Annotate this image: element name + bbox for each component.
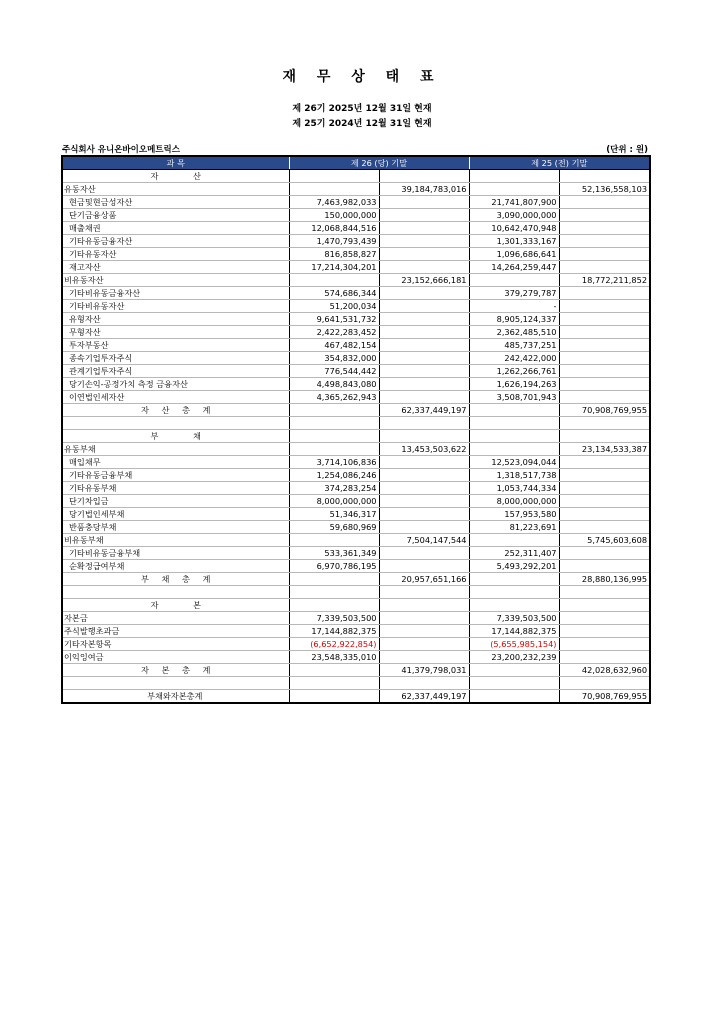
prior-total-amount <box>559 170 650 183</box>
prior-item-amount: 8,905,124,337 <box>469 313 559 326</box>
prior-total-amount: 70,908,769,955 <box>559 404 650 417</box>
current-item-amount: 4,365,262,943 <box>289 391 379 404</box>
current-total-amount <box>379 417 469 430</box>
account-label: 자 산 총 계 <box>62 404 289 417</box>
header-account: 과 목 <box>62 156 289 170</box>
current-item-amount <box>289 690 379 704</box>
current-total-amount <box>379 560 469 573</box>
header-prior: 제 25 (전) 기말 <box>469 156 650 170</box>
account-label: 기타유동금융부채 <box>62 469 289 482</box>
table-row <box>62 235 650 248</box>
table-row <box>62 534 650 547</box>
current-item-amount: 574,686,344 <box>289 287 379 300</box>
current-total-amount <box>379 170 469 183</box>
current-total-amount <box>379 235 469 248</box>
current-item-amount: 12,068,844,516 <box>289 222 379 235</box>
prior-total-amount <box>559 456 650 469</box>
account-label: 기타유동자산 <box>62 248 289 261</box>
prior-item-amount <box>469 664 559 677</box>
current-total-amount: 13,453,503,622 <box>379 443 469 456</box>
prior-item-amount <box>469 443 559 456</box>
current-item-amount: 59,680,969 <box>289 521 379 534</box>
current-item-amount: 816,858,827 <box>289 248 379 261</box>
account-label: 재고자산 <box>62 261 289 274</box>
current-item-amount: 1,254,086,246 <box>289 469 379 482</box>
table-row <box>62 183 650 196</box>
account-label: 부채와자본총계 <box>62 690 289 704</box>
current-total-amount <box>379 547 469 560</box>
prior-total-amount <box>559 378 650 391</box>
current-total-amount <box>379 638 469 651</box>
table-row <box>62 521 650 534</box>
current-item-amount: 9,641,531,732 <box>289 313 379 326</box>
prior-item-amount: 252,311,407 <box>469 547 559 560</box>
prior-total-amount <box>559 261 650 274</box>
table-row <box>62 573 650 586</box>
table-row <box>62 469 650 482</box>
current-item-amount: 4,498,843,080 <box>289 378 379 391</box>
prior-item-amount <box>469 404 559 417</box>
account-label: 이연법인세자산 <box>62 391 289 404</box>
current-item-amount: 7,339,503,500 <box>289 612 379 625</box>
prior-total-amount <box>559 417 650 430</box>
account-label: 유형자산 <box>62 313 289 326</box>
table-row <box>62 495 650 508</box>
current-total-amount: 7,504,147,544 <box>379 534 469 547</box>
current-total-amount <box>379 469 469 482</box>
current-total-amount <box>379 495 469 508</box>
current-total-amount <box>379 586 469 599</box>
prior-item-amount <box>469 677 559 690</box>
account-label: 기타자본항목 <box>62 638 289 651</box>
current-item-amount: 2,422,283,452 <box>289 326 379 339</box>
current-item-amount: 17,214,304,201 <box>289 261 379 274</box>
header-current: 제 26 (당) 기말 <box>289 156 469 170</box>
unit-label: (단위 : 원) <box>606 145 648 155</box>
current-item-amount <box>289 573 379 586</box>
prior-total-amount <box>559 313 650 326</box>
table-row <box>62 664 650 677</box>
account-label <box>62 586 289 599</box>
prior-item-amount <box>469 690 559 704</box>
current-total-amount <box>379 391 469 404</box>
table-row <box>62 287 650 300</box>
current-total-amount <box>379 612 469 625</box>
current-item-amount: (6,652,922,854) <box>289 638 379 651</box>
prior-item-amount: 17,144,882,375 <box>469 625 559 638</box>
table-row <box>62 586 650 599</box>
current-total-amount <box>379 508 469 521</box>
table-row <box>62 378 650 391</box>
account-label: 유동부채 <box>62 443 289 456</box>
current-total-amount: 20,957,651,166 <box>379 573 469 586</box>
current-total-amount <box>379 287 469 300</box>
table-row <box>62 222 650 235</box>
prior-item-amount: (5,655,985,154) <box>469 638 559 651</box>
account-label: 단기차입금 <box>62 495 289 508</box>
current-item-amount <box>289 586 379 599</box>
current-item-amount: 776,544,442 <box>289 365 379 378</box>
account-label: 주식발행초과금 <box>62 625 289 638</box>
prior-item-amount: 1,053,744,334 <box>469 482 559 495</box>
table-row <box>62 274 650 287</box>
table-row <box>62 560 650 573</box>
current-total-amount <box>379 352 469 365</box>
current-item-amount: 51,200,034 <box>289 300 379 313</box>
prior-item-amount: 12,523,094,044 <box>469 456 559 469</box>
table-row <box>62 430 650 443</box>
current-item-amount: 17,144,882,375 <box>289 625 379 638</box>
current-total-amount <box>379 456 469 469</box>
current-item-amount: 1,470,793,439 <box>289 235 379 248</box>
prior-item-amount: 242,422,000 <box>469 352 559 365</box>
current-item-amount <box>289 274 379 287</box>
account-label: 부 채 <box>62 430 289 443</box>
account-label: 매출채권 <box>62 222 289 235</box>
prior-total-amount <box>559 248 650 261</box>
table-row <box>62 300 650 313</box>
current-item-amount <box>289 534 379 547</box>
prior-item-amount: 3,508,701,943 <box>469 391 559 404</box>
account-label <box>62 417 289 430</box>
table-row <box>62 612 650 625</box>
prior-item-amount: 8,000,000,000 <box>469 495 559 508</box>
prior-item-amount: 1,626,194,263 <box>469 378 559 391</box>
current-item-amount: 354,832,000 <box>289 352 379 365</box>
account-label: 자 본 <box>62 599 289 612</box>
current-item-amount: 3,714,106,836 <box>289 456 379 469</box>
period-prior: 제 25기 2024년 12월 31일 현재 <box>292 119 432 129</box>
current-total-amount: 39,184,783,016 <box>379 183 469 196</box>
prior-item-amount: 379,279,787 <box>469 287 559 300</box>
current-item-amount: 6,970,786,195 <box>289 560 379 573</box>
prior-item-amount: 23,200,232,239 <box>469 651 559 664</box>
prior-total-amount <box>559 599 650 612</box>
table-row <box>62 352 650 365</box>
prior-total-amount <box>559 209 650 222</box>
prior-item-amount <box>469 430 559 443</box>
prior-total-amount <box>559 508 650 521</box>
account-label: 유동자산 <box>62 183 289 196</box>
prior-total-amount <box>559 365 650 378</box>
account-label: 투자부동산 <box>62 339 289 352</box>
current-item-amount: 467,482,154 <box>289 339 379 352</box>
table-row <box>62 690 650 704</box>
table-row <box>62 547 650 560</box>
page-title: 재 무 상 태 표 <box>282 69 442 85</box>
table-row <box>62 261 650 274</box>
account-label <box>62 677 289 690</box>
current-item-amount: 51,346,317 <box>289 508 379 521</box>
current-total-amount <box>379 521 469 534</box>
current-total-amount: 62,337,449,197 <box>379 404 469 417</box>
current-total-amount <box>379 326 469 339</box>
account-label: 순확정급여부채 <box>62 560 289 573</box>
current-total-amount <box>379 222 469 235</box>
current-total-amount <box>379 625 469 638</box>
current-item-amount <box>289 677 379 690</box>
account-label: 당기손익-공정가치 측정 금융자산 <box>62 378 289 391</box>
current-total-amount <box>379 248 469 261</box>
account-label: 자 산 <box>62 170 289 183</box>
current-item-amount: 23,548,335,010 <box>289 651 379 664</box>
current-item-amount: 7,463,982,033 <box>289 196 379 209</box>
current-item-amount <box>289 170 379 183</box>
table-body <box>62 170 650 704</box>
prior-total-amount <box>559 651 650 664</box>
account-label: 단기금융상품 <box>62 209 289 222</box>
current-item-amount <box>289 430 379 443</box>
current-total-amount <box>379 196 469 209</box>
prior-total-amount <box>559 638 650 651</box>
prior-item-amount <box>469 417 559 430</box>
account-label: 현금및현금성자산 <box>62 196 289 209</box>
prior-item-amount <box>469 586 559 599</box>
table-row <box>62 339 650 352</box>
account-label: 관계기업투자주식 <box>62 365 289 378</box>
prior-item-amount: 2,362,485,510 <box>469 326 559 339</box>
table-row <box>62 417 650 430</box>
prior-item-amount <box>469 534 559 547</box>
period-current: 제 26기 2025년 12월 31일 현재 <box>292 104 432 114</box>
account-label: 자 본 총 계 <box>62 664 289 677</box>
table-row <box>62 313 650 326</box>
account-label: 자본금 <box>62 612 289 625</box>
account-label: 기타유동부채 <box>62 482 289 495</box>
account-label: 종속기업투자주식 <box>62 352 289 365</box>
table-row <box>62 326 650 339</box>
prior-total-amount: 5,745,603,608 <box>559 534 650 547</box>
prior-total-amount <box>559 300 650 313</box>
prior-item-amount <box>469 274 559 287</box>
current-total-amount <box>379 365 469 378</box>
prior-total-amount <box>559 560 650 573</box>
account-label: 무형자산 <box>62 326 289 339</box>
account-label: 기타비유동자산 <box>62 300 289 313</box>
prior-total-amount <box>559 352 650 365</box>
account-label: 당기법인세부채 <box>62 508 289 521</box>
current-total-amount: 41,379,798,031 <box>379 664 469 677</box>
prior-item-amount: 21,741,807,900 <box>469 196 559 209</box>
prior-item-amount: 485,737,251 <box>469 339 559 352</box>
prior-item-amount: 1,262,266,761 <box>469 365 559 378</box>
prior-item-amount <box>469 183 559 196</box>
prior-total-amount <box>559 677 650 690</box>
table-row <box>62 599 650 612</box>
current-item-amount <box>289 404 379 417</box>
current-total-amount <box>379 339 469 352</box>
account-label: 기타유동금융자산 <box>62 235 289 248</box>
current-total-amount <box>379 378 469 391</box>
prior-item-amount: 1,096,686,641 <box>469 248 559 261</box>
account-label: 부 채 총 계 <box>62 573 289 586</box>
prior-total-amount <box>559 287 650 300</box>
balance-sheet-table <box>61 155 651 704</box>
account-label: 이익잉여금 <box>62 651 289 664</box>
prior-total-amount <box>559 430 650 443</box>
prior-item-amount: 7,339,503,500 <box>469 612 559 625</box>
prior-total-amount <box>559 625 650 638</box>
prior-total-amount <box>559 495 650 508</box>
prior-item-amount: 14,264,259,447 <box>469 261 559 274</box>
current-total-amount <box>379 599 469 612</box>
table-row <box>62 651 650 664</box>
prior-item-amount: 10,642,470,948 <box>469 222 559 235</box>
current-total-amount <box>379 651 469 664</box>
prior-total-amount <box>559 521 650 534</box>
current-item-amount <box>289 664 379 677</box>
prior-item-amount: 157,953,580 <box>469 508 559 521</box>
current-item-amount: 374,283,254 <box>289 482 379 495</box>
current-total-amount <box>379 313 469 326</box>
prior-total-amount <box>559 482 650 495</box>
prior-total-amount <box>559 235 650 248</box>
prior-total-amount <box>559 469 650 482</box>
prior-item-amount: - <box>469 300 559 313</box>
prior-total-amount: 42,028,632,960 <box>559 664 650 677</box>
prior-total-amount <box>559 547 650 560</box>
current-total-amount: 23,152,666,181 <box>379 274 469 287</box>
table-row <box>62 404 650 417</box>
current-total-amount <box>379 482 469 495</box>
table-row <box>62 391 650 404</box>
prior-total-amount: 28,880,136,995 <box>559 573 650 586</box>
table-row <box>62 248 650 261</box>
table-row <box>62 625 650 638</box>
current-item-amount: 150,000,000 <box>289 209 379 222</box>
current-total-amount <box>379 209 469 222</box>
prior-item-amount: 1,301,333,167 <box>469 235 559 248</box>
account-label: 기타비유동금융자산 <box>62 287 289 300</box>
current-item-amount <box>289 599 379 612</box>
prior-total-amount <box>559 196 650 209</box>
prior-total-amount <box>559 612 650 625</box>
prior-item-amount <box>469 170 559 183</box>
current-item-amount <box>289 443 379 456</box>
table-row <box>62 456 650 469</box>
account-label: 매입채무 <box>62 456 289 469</box>
prior-item-amount: 81,223,691 <box>469 521 559 534</box>
current-item-amount: 8,000,000,000 <box>289 495 379 508</box>
table-header-row <box>62 156 650 170</box>
table-row <box>62 209 650 222</box>
prior-total-amount <box>559 391 650 404</box>
account-label: 반품충당부채 <box>62 521 289 534</box>
current-item-amount: 533,361,349 <box>289 547 379 560</box>
current-total-amount <box>379 300 469 313</box>
current-total-amount <box>379 261 469 274</box>
current-total-amount: 62,337,449,197 <box>379 690 469 704</box>
prior-item-amount: 3,090,000,000 <box>469 209 559 222</box>
prior-total-amount: 18,772,211,852 <box>559 274 650 287</box>
account-label: 비유동부채 <box>62 534 289 547</box>
current-total-amount <box>379 430 469 443</box>
table-row <box>62 508 650 521</box>
current-item-amount <box>289 183 379 196</box>
prior-item-amount: 1,318,517,738 <box>469 469 559 482</box>
table-row <box>62 677 650 690</box>
table-row <box>62 170 650 183</box>
table-row <box>62 365 650 378</box>
prior-item-amount: 5,493,292,201 <box>469 560 559 573</box>
prior-total-amount: 23,134,533,387 <box>559 443 650 456</box>
current-item-amount <box>289 417 379 430</box>
prior-total-amount <box>559 339 650 352</box>
table-row <box>62 482 650 495</box>
company-name: 주식회사 유니온바이오메트릭스 <box>62 145 180 155</box>
table-row <box>62 196 650 209</box>
table-row <box>62 443 650 456</box>
prior-total-amount <box>559 326 650 339</box>
prior-total-amount: 52,136,558,103 <box>559 183 650 196</box>
prior-total-amount: 70,908,769,955 <box>559 690 650 704</box>
prior-item-amount <box>469 599 559 612</box>
table-row <box>62 638 650 651</box>
current-total-amount <box>379 677 469 690</box>
prior-item-amount <box>469 573 559 586</box>
account-label: 비유동자산 <box>62 274 289 287</box>
prior-total-amount <box>559 222 650 235</box>
account-label: 기타비유동금융부채 <box>62 547 289 560</box>
prior-total-amount <box>559 586 650 599</box>
